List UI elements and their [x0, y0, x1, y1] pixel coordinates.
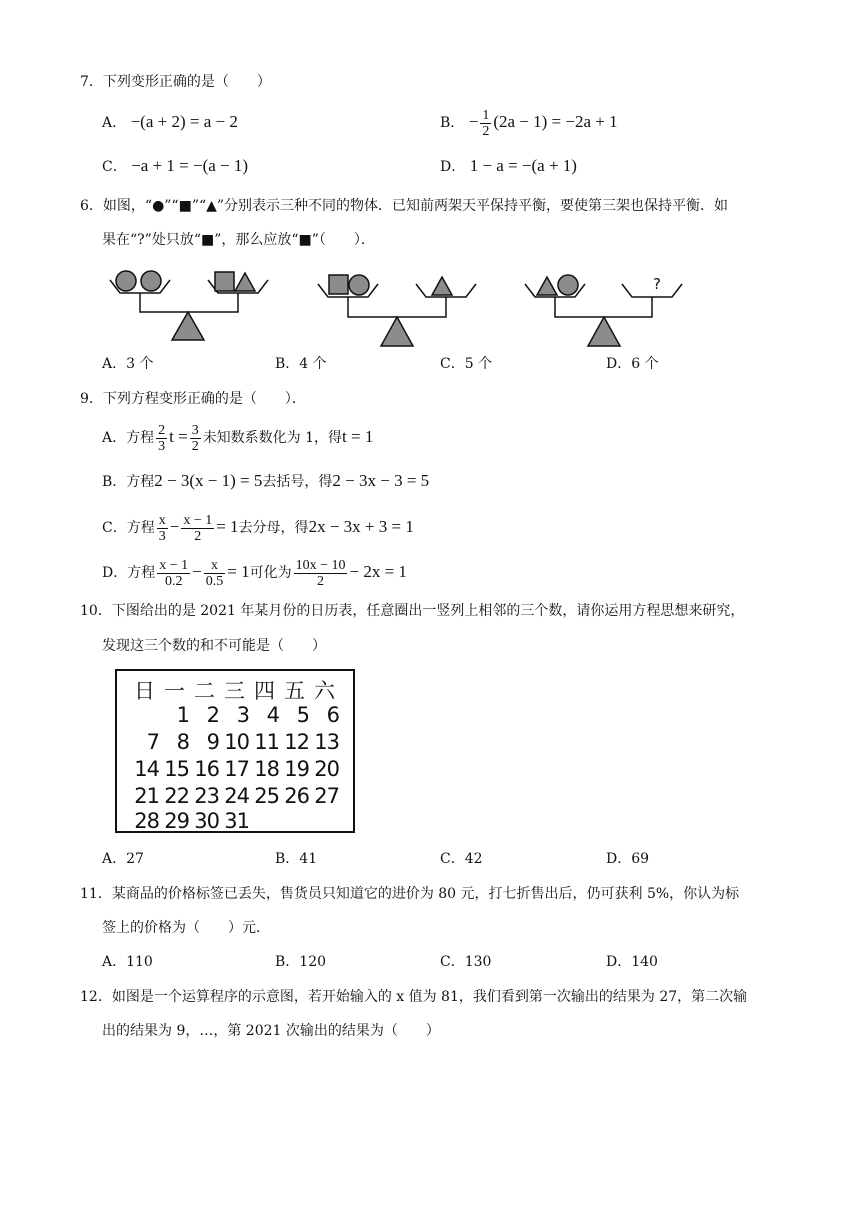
denominator: 2 — [482, 123, 490, 139]
q11-stem-line1: 11．某商品的价格标签已丢失，售货员只知道它的进价为 80 元，打七折售出后，仍可获利 5%，你认为标 — [80, 886, 740, 902]
q12-stem-line1: 12．如图是一个运算程序的示意图，若开始输入的 x 值为 81，我们看到第一次输出的结果为 27，第二次输 — [80, 989, 748, 1005]
q6-option-d[interactable]: D．6 个 — [606, 356, 659, 372]
beam — [348, 297, 446, 317]
q9-stem: 9．下列方程变形正确的是（ ）． — [80, 391, 306, 407]
q9-option-a[interactable] — [102, 415, 373, 460]
option-label: A．方程 — [102, 430, 155, 446]
calendar-day: 16 — [194, 757, 219, 781]
option-text: 可化为 — [249, 565, 292, 581]
triangle-object — [432, 277, 452, 295]
calendar-header-cell: 三 — [224, 679, 244, 703]
q7-stem: 7．下列变形正确的是（ ） — [80, 74, 271, 90]
q11-option-a[interactable]: A．110 — [102, 954, 153, 970]
option-result: t = 1 — [342, 427, 374, 446]
q9-option-d[interactable] — [102, 550, 407, 595]
calendar-day: 31 — [224, 809, 249, 833]
calendar-day: 22 — [164, 784, 189, 808]
calendar-day: 5 — [296, 703, 309, 727]
q10-option-c[interactable]: C．42 — [440, 851, 483, 867]
calendar-day: 28 — [134, 809, 159, 833]
option-label: C．方程 — [102, 520, 155, 536]
calendar-day: 17 — [224, 757, 249, 781]
denominator: 3 — [158, 438, 166, 454]
calendar-header-cell: 日 — [134, 679, 154, 703]
calendar-day: 12 — [284, 730, 309, 754]
triangle-fulcrum — [588, 317, 620, 346]
q7-option-c[interactable] — [102, 156, 248, 177]
option-math: = 1 — [227, 562, 250, 581]
fraction — [156, 423, 167, 454]
fraction — [204, 558, 226, 589]
q6-stem-line1: 6．如图，“●”“■”“▲”分别表示三种不同的物体．已知前两架天平保持平衡，要使第三架也保持平衡．如 — [80, 198, 729, 214]
square-object — [329, 275, 348, 294]
calendar-day: 19 — [284, 757, 309, 781]
q7-option-d[interactable] — [440, 156, 577, 177]
calendar-week-row — [129, 730, 339, 754]
option-math: 2 − 3(x − 1) = 5 — [154, 471, 263, 490]
circle-object — [558, 275, 578, 295]
numerator: 1 — [482, 107, 490, 123]
q6-option-b[interactable]: B．4 个 — [275, 356, 327, 372]
calendar-week-row — [129, 809, 339, 833]
calendar-header-cell: 六 — [314, 679, 334, 703]
numerator: x − 1 — [183, 512, 213, 528]
calendar-day: 24 — [224, 784, 249, 808]
q6-option-a[interactable]: A．3 个 — [102, 356, 154, 372]
q10-option-d[interactable]: D．69 — [606, 851, 650, 867]
numerator: 3 — [191, 422, 199, 438]
denominator: 2 — [194, 528, 202, 544]
calendar-week-row — [129, 784, 339, 808]
calendar-header-cell: 一 — [164, 679, 184, 703]
calendar-day: 23 — [194, 784, 219, 808]
q7-option-b[interactable] — [440, 100, 618, 145]
calendar-day: 4 — [266, 703, 279, 727]
calendar-day: 10 — [224, 730, 249, 754]
calendar-day: 7 — [146, 730, 159, 754]
square-object — [215, 272, 234, 291]
question-mark: ? — [653, 275, 661, 293]
beam — [140, 293, 238, 312]
q9-option-b[interactable] — [102, 471, 429, 492]
denominator: 0.5 — [205, 573, 224, 589]
triangle-object — [537, 277, 557, 295]
calendar-day: 21 — [134, 784, 159, 808]
q10-option-b[interactable]: B．41 — [275, 851, 318, 867]
fraction — [181, 513, 214, 544]
calendar-header-cell: 二 — [194, 679, 214, 703]
q7-option-a[interactable] — [102, 112, 238, 133]
q10-stem-line2: 发现这三个数的和不可能是（ ） — [102, 638, 326, 654]
numerator: x — [204, 558, 226, 574]
option-math: −(a + 2) = a − 2 — [130, 112, 238, 131]
triangle-fulcrum — [172, 312, 204, 340]
minus-sign: − — [169, 517, 180, 536]
circle-object — [116, 271, 136, 291]
circle-object — [349, 275, 369, 295]
calendar-day: 6 — [326, 703, 339, 727]
calendar-day: 8 — [176, 730, 189, 754]
q10-stem-line1: 10．下图给出的是 2021 年某月份的日历表，任意圈出一竖列上相邻的三个数，请你运用方程思想来研究， — [80, 603, 745, 619]
q9-option-c[interactable] — [102, 505, 414, 550]
option-result: − 2x = 1 — [349, 562, 407, 581]
option-result: 2 − 3x − 3 = 5 — [332, 471, 430, 490]
calendar-day: 14 — [134, 757, 159, 781]
option-text: 去分母，得 — [238, 520, 309, 536]
calendar-day: 18 — [254, 757, 279, 781]
option-result: 2x − 3x + 3 = 1 — [308, 517, 414, 536]
option-label: B． — [440, 115, 465, 131]
balance-figure — [100, 262, 700, 350]
option-math: −a + 1 = −(a − 1) — [131, 156, 249, 175]
beam — [555, 297, 652, 317]
fraction — [157, 558, 190, 589]
calendar-header-cell: 五 — [284, 679, 304, 703]
denominator: 3 — [158, 528, 166, 544]
denominator: 2 — [317, 573, 325, 589]
calendar-day: 15 — [164, 757, 189, 781]
calendar-header-cell: 四 — [254, 679, 274, 703]
denominator: 2 — [191, 438, 199, 454]
option-label: D． — [440, 159, 466, 175]
calendar-day: 27 — [314, 784, 339, 808]
calendar-day: 30 — [194, 809, 219, 833]
option-text: 去括号，得 — [262, 474, 333, 490]
minus-sign: − — [192, 562, 202, 581]
right-pan — [622, 284, 682, 297]
calendar-day: 2 — [206, 703, 219, 727]
balance-scale-2 — [318, 275, 476, 346]
calendar-day: 1 — [176, 703, 189, 727]
denominator: 0.2 — [164, 573, 183, 589]
calendar-day: 26 — [284, 784, 309, 808]
numerator: x − 1 — [159, 557, 189, 573]
option-text: 未知数系数化为 1，得 — [202, 430, 343, 446]
calendar-header-row — [129, 675, 339, 705]
q11-option-d[interactable]: D．140 — [606, 954, 658, 970]
fraction — [294, 558, 348, 589]
calendar-day: 20 — [314, 757, 339, 781]
calendar-day: 13 — [314, 730, 339, 754]
q11-stem-line2: 签上的价格为（ ）元． — [102, 920, 270, 936]
calendar-day: 29 — [164, 809, 189, 833]
q11-option-b[interactable]: B．120 — [275, 954, 327, 970]
calendar-table — [115, 669, 355, 833]
option-math: 1 − a = −(a + 1) — [469, 156, 577, 175]
q6-stem-line2: 果在“?”处只放“■”，那么应放“■”（ ）． — [102, 232, 375, 248]
option-math: = 1 — [216, 517, 239, 536]
calendar-week-row — [129, 757, 339, 781]
balance-scale-1 — [110, 271, 268, 340]
calendar-day: 9 — [206, 730, 219, 754]
numerator: 10x − 10 — [295, 557, 346, 573]
q10-option-a[interactable]: A．27 — [102, 851, 144, 867]
option-label: D．方程 — [102, 565, 156, 581]
circle-object — [141, 271, 161, 291]
triangle-object — [235, 273, 255, 291]
fraction — [157, 513, 168, 544]
numerator: x — [158, 512, 166, 528]
numerator: 2 — [158, 422, 166, 438]
q12-stem-line2: 出的结果为 9，…，第 2021 次输出的结果为（ ） — [102, 1023, 440, 1039]
option-math-pre: − — [468, 112, 479, 131]
option-label: A． — [102, 115, 127, 131]
q6-option-c[interactable]: C．5 个 — [440, 356, 493, 372]
calendar-day: 11 — [254, 730, 279, 754]
calendar-week-row — [129, 703, 339, 727]
q11-option-c[interactable]: C．130 — [440, 954, 492, 970]
triangle-fulcrum — [381, 317, 413, 346]
calendar-day: 25 — [254, 784, 279, 808]
fraction — [190, 423, 201, 454]
fraction — [480, 108, 491, 139]
option-label: B．方程 — [102, 474, 155, 490]
option-label: C． — [102, 159, 127, 175]
calendar-day: 3 — [236, 703, 249, 727]
option-math: t = — [169, 427, 188, 446]
option-math-post: (2a − 1) = −2a + 1 — [493, 112, 618, 131]
